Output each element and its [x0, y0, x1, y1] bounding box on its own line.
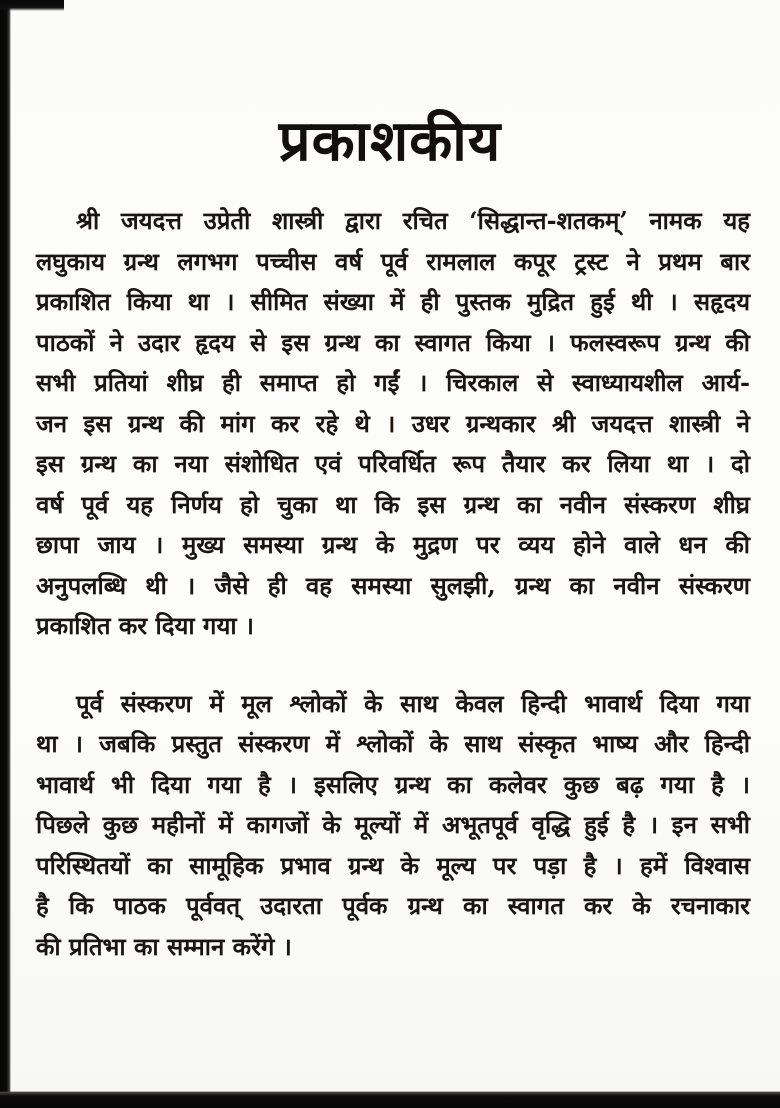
scan-edge-left [0, 0, 11, 1108]
text-line: अनुपलब्धि थी । जैसे ही वह समस्या सुलझी, ग्रन्थ का नवीन संस्करण [36, 570, 750, 600]
text-line: प्रकाशित किया था । सीमित संख्या में ही पुस्तक मुद्रित हुई थी । सहृदय [36, 287, 750, 317]
text-line: है कि पाठक पूर्ववत् उदारता पूर्वक ग्रन्थ का स्वागत कर के रचनाकार [36, 891, 750, 921]
text-line: वर्ष पूर्व यह निर्णय हो चुका था कि इस ग्रन्थ का नवीन संस्करण शीघ्र [36, 489, 750, 519]
text-line: इस ग्रन्थ का नया संशोधित एवं परिवर्धित रूप तैयार कर लिया था । दो [36, 449, 750, 479]
paragraph-2 [36, 684, 750, 968]
text-line: जन इस ग्रन्थ की मांग कर रहे थे । उधर ग्रन्थकार श्री जयदत्त शास्त्री ने [36, 408, 750, 438]
text-line: पिछले कुछ महीनों में कागजों के मूल्यों में अभूतपूर्व वृद्धि हुई है । इन सभी [36, 810, 750, 840]
text-line: पूर्व संस्करण में मूल श्लोकों के साथ केवल हिन्दी भावार्थ दिया गया [76, 688, 750, 718]
text-line: परिस्थितयों का सामूहिक प्रभाव ग्रन्थ के मूल्य पर पड़ा है । हमें विश्वास [36, 850, 750, 880]
text-line: भावार्थ भी दिया गया है । इसलिए ग्रन्थ का कलेवर कुछ बढ़ गया है । [36, 769, 750, 799]
scan-edge-top-left [0, 0, 64, 11]
text-line: लघुकाय ग्रन्थ लगभग पच्चीस वर्ष पूर्व रामलाल कपूर ट्रस्ट ने प्रथम बार [36, 246, 750, 276]
text-line: की प्रतिभा का सम्मान करेंगे । [36, 931, 292, 961]
page-title: प्रकाशकीय [278, 108, 502, 174]
text-line: सभी प्रतियां शीघ्र ही समाप्त हो गईं । चिरकाल से स्वाध्यायशील आर्य- [36, 368, 750, 398]
text-line: श्री जयदत्त उप्रेती शास्त्री द्वारा रचित ‘सिद्धान्त-शतकम्’ नामक यह [76, 206, 750, 236]
paragraph-1 [36, 201, 750, 647]
text-line: था । जबकि प्रस्तुत संस्करण में श्लोकों के साथ संस्कृत भाष्य और हिन्दी [36, 729, 750, 759]
scan-edge-bottom [0, 1091, 780, 1108]
text-line: प्रकाशित कर दिया गया । [36, 611, 255, 641]
text-line: पाठकों ने उदार हृदय से इस ग्रन्थ का स्वागत किया । फलस्वरूप ग्रन्थ की [36, 327, 750, 357]
text-line: छापा जाय । मुख्य समस्या ग्रन्थ के मुद्रण पर व्यय होने वाले धन की [36, 530, 750, 560]
